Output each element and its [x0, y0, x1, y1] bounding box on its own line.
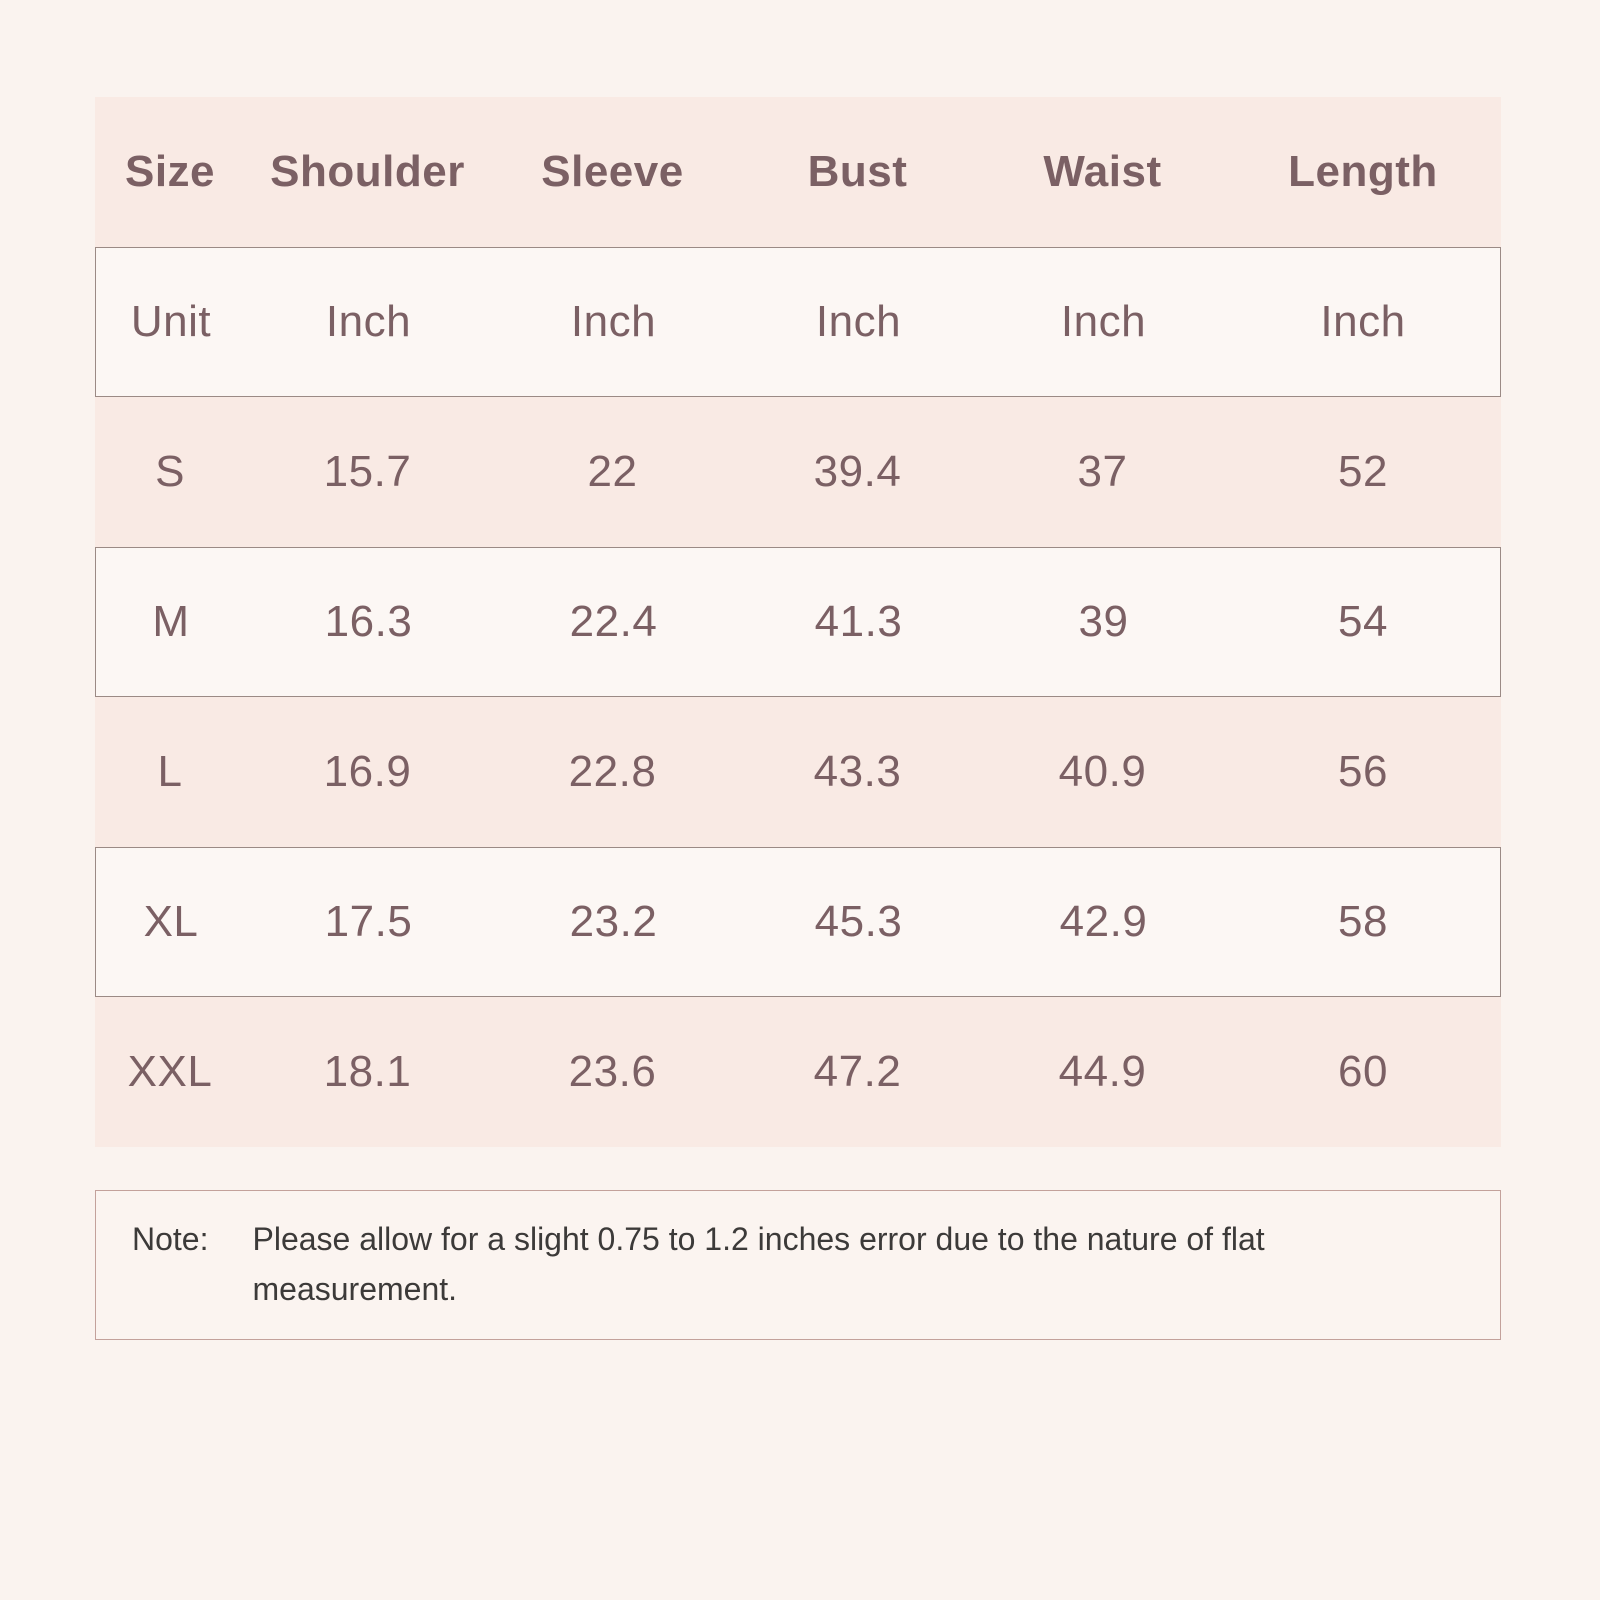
value-cell: 23.6	[568, 1047, 657, 1096]
table-header-row	[95, 97, 1501, 247]
size-label: S	[155, 447, 185, 496]
note-box	[95, 1190, 1501, 1340]
column-header-size: Size	[124, 147, 216, 196]
unit-cell: Inch	[815, 297, 902, 346]
value-cell: 37	[1077, 447, 1128, 496]
value-cell: 22.4	[569, 597, 658, 646]
column-header-shoulder: Shoulder	[270, 147, 465, 196]
column-header-length: Length	[1288, 147, 1438, 196]
value-cell: 47.2	[813, 1047, 902, 1096]
unit-cell: Inch	[325, 297, 412, 346]
value-cell: 44.9	[1058, 1047, 1147, 1096]
value-cell: 42.9	[1059, 897, 1148, 946]
value-cell: 52	[1338, 447, 1388, 496]
value-cell: 18.1	[323, 1047, 412, 1096]
value-cell: 60	[1338, 1047, 1388, 1096]
table-row-s	[95, 397, 1501, 547]
column-header-bust: Bust	[807, 147, 908, 196]
table-row-l	[95, 697, 1501, 847]
value-cell: 15.7	[323, 447, 412, 496]
note-text: Please allow for a slight 0.75 to 1.2 inches error due to the nature of flat measurement.	[252, 1221, 1265, 1307]
value-cell: 43.3	[813, 747, 902, 796]
column-header-waist: Waist	[1043, 147, 1162, 196]
size-label: M	[152, 597, 190, 646]
value-cell: 39	[1078, 597, 1129, 646]
unit-row-label: Unit	[130, 297, 212, 346]
column-header-sleeve: Sleeve	[541, 147, 684, 196]
value-cell: 22	[587, 447, 638, 496]
note-label: Note:	[132, 1221, 209, 1258]
size-label: XXL	[127, 1047, 213, 1096]
value-cell: 39.4	[813, 447, 902, 496]
value-cell: 58	[1338, 897, 1388, 946]
value-cell: 22.8	[568, 747, 657, 796]
unit-cell: Inch	[1320, 297, 1406, 346]
value-cell: 16.9	[323, 747, 412, 796]
table-unit-row	[95, 247, 1501, 397]
value-cell: 17.5	[324, 897, 413, 946]
value-cell: 56	[1338, 747, 1388, 796]
unit-cell: Inch	[1060, 297, 1147, 346]
table-row-m	[95, 547, 1501, 697]
size-label: L	[157, 747, 183, 796]
table-row-xl	[95, 847, 1501, 997]
unit-cell: Inch	[570, 297, 657, 346]
value-cell: 23.2	[569, 897, 658, 946]
value-cell: 40.9	[1058, 747, 1147, 796]
table-row-xxl	[95, 997, 1501, 1147]
note-inner	[96, 1215, 1352, 1314]
size-chart-table	[95, 97, 1501, 1147]
size-label: XL	[143, 897, 199, 946]
value-cell: 45.3	[814, 897, 903, 946]
value-cell: 16.3	[324, 597, 413, 646]
value-cell: 41.3	[814, 597, 903, 646]
value-cell: 54	[1338, 597, 1388, 646]
